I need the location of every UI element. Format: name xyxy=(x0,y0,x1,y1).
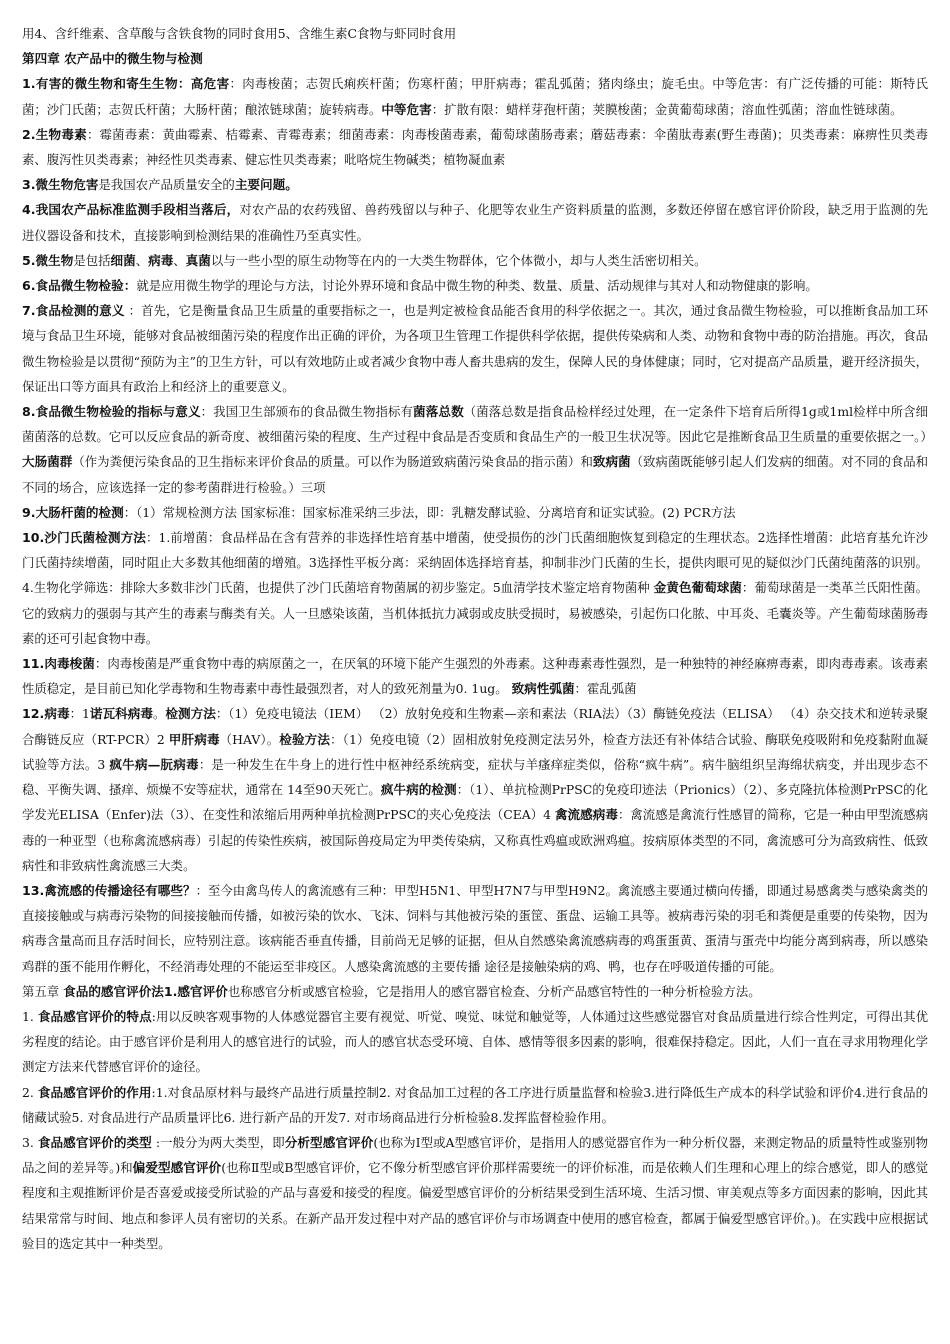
text-run: （HAV）。 xyxy=(219,731,280,747)
text-run: （作为粪便污染食品的卫生指标来评价食品的质量。可以作为肠道致病菌污染食品的指示菌）和 xyxy=(72,454,593,470)
bold-term: 7.食品检测的意义 xyxy=(22,303,125,319)
text-run: ：是一种发生在牛身上的进行性中枢神经系统病变，症状与羊瘙痒症类似，俗称“疯牛病”。病牛脑组织呈海绵状病变，并出现步态不稳、平衡失调、搔痒、烦燥不安等症状，通常在 14至90天死亡。 xyxy=(22,756,929,798)
bold-term: 大肠菌群 xyxy=(22,454,73,470)
item-microbial-hazard xyxy=(22,172,928,197)
text-run: ：禽流感是禽流行性感冒的简称，它是一种由甲型流感病毒的一种亚型（也称禽流感病毒）引起的传染性疾病，被国际兽疫局定为甲类传染病，又称真性鸡瘟或欧洲鸡瘟。按病原体类型的不同，禽流感可分为高致病性、低致病性和非致病性禽流感三大类。 xyxy=(22,807,929,873)
bold-term: 食品感官评价的类型 xyxy=(37,1134,152,1150)
item-sensory-types xyxy=(22,1130,928,1256)
item-food-microbial-testing xyxy=(22,273,928,298)
text-run: ：1.前增菌：食品样品在含有营养的非选择性培育基中增菌，使受损伤的沙门氏菌细胞恢复到稳定的生理状态。2选择性增菌：此培育基允许沙门氏菌持续增菌，同时阻止大多数其他细菌的增殖。3选择性平板分离：采纳固体选择培育基，抑制非沙门氏菌的生长，提供肉眼可见的疑似沙门氏菌纯菌落的识别。4.生物化学筛选：排除大多数非沙门氏菌，也提供了沙门氏菌培育物菌属的初步鉴定。5血清学技术鉴定培育物菌种 xyxy=(22,530,928,596)
item-biotoxins xyxy=(22,122,928,172)
item-clostridium-botulinum xyxy=(22,651,928,701)
text-run: （致病菌既能够引起人们发病的细菌。对不同的食品和不同的场合，应该选择一定的参考菌群进行检验。）三项 xyxy=(22,454,929,495)
text-run: 是我国农产品质量安全的 xyxy=(98,177,235,193)
text-run: :用以反映客观事物的人体感觉器官主要有视觉、听觉、嗅觉、味觉和触觉等，人体通过这些感觉器官对食品质量进行综合性判定，可得出其优劣程度的结论。由于感官评价是利用人的感官进行的试验，而人的感官状态受环境、自体、感情等很多因素的影响，很难保持稳定。因此，人们一直在寻求用物理化学测定方法来代替感官评价的途径。 xyxy=(22,1008,928,1075)
bold-term: 金黄色葡萄球菌 xyxy=(653,580,742,596)
text-run: 2. xyxy=(22,1084,38,1100)
bold-term: 中等危害 xyxy=(381,101,432,117)
bold-term: 诺瓦科病毒 xyxy=(89,706,153,722)
text-run: ：（1）、单抗检测PrPSC的免疫印迹法（Prionics）（2）、多克隆抗体检测PrPSC的化学发光ELISA（Enfer)法（3）、在变性和浓缩后用两种单抗检测PrPSC的夹心免疫法（CEA）4 xyxy=(22,782,928,823)
item-avian-flu-transmission xyxy=(22,878,928,979)
bold-term: 疯牛病—朊病毒 xyxy=(109,756,199,772)
text-run: 也称感官分析或感官检验，它是指用人的感官器官检查、分析产品感官特性的一种分析检验方法。 xyxy=(227,983,761,999)
item-testing-significance xyxy=(22,298,928,399)
text-run: ：至今由禽鸟传人的禽流感有三种：甲型H5N1、甲型H7N7与甲型H9N2。禽流感主要通过横向传播，即通过易感禽类与感染禽类的直接接触或与病毒污染物的间接接触而传播，如被污染的饮水、飞沫、饲料与其他被污染的蛋筐、蛋盘、运输工具等。被病毒污染的羽毛和粪便是重要的传染物，因为病毒含量高而且存活时间长，应特别注意。该病能否垂直传播，目前尚无足够的证据，但从自然感染禽流感病毒的鸡蛋蛋黄、蛋清与蛋壳中均能分离到病毒，所以感染鸡群的蛋不能用作孵化，不经消毒处理的不能运至非疫区。人感染禽流感的主要传播 途径是接触染病的鸡、鸭，也存在呼吸道传播的可能。 xyxy=(22,882,928,974)
bold-term: 10.沙门氏菌检测方法 xyxy=(22,530,146,546)
bold-term: 8.食品微生物检验的指标与意义 xyxy=(22,404,201,420)
bold-term: 12.病毒 xyxy=(22,706,70,722)
bold-term: 9.大肠杆菌的检测 xyxy=(22,504,124,520)
text-run: (也称Ⅱ型或B型感官评价，它不像分析型感官评价那样需要统一的评价标准，而是依赖人们生理和心理上的综合感觉，即人的感觉程度和主观推断评价是否喜爱或接受所试验的产品与喜爱和接受的程度。偏爱型感官评价的分析结果受到生活环境、生活习惯、审美观点等多方面因素的影响，因此其结果常常与时间、地点和参评人员有密切的关系。在新产品开发过程中对产品的感官评价与市场调查中使用的感官检查，都属于偏爱型感官评价。)。在实践中应根据试验目的选定其中一种类型。 xyxy=(22,1160,928,1251)
bold-term: 13.禽流感的传播途径有哪些？ xyxy=(22,882,196,898)
bold-term: 甲肝病毒 xyxy=(168,731,220,747)
text-run: 第五章 xyxy=(22,983,64,999)
chapter-5-heading xyxy=(22,979,928,1004)
text-run: ：扩散有限：蜡样芽孢杆菌；荚膜梭菌；金黄葡萄球菌；溶血性弧菌；溶血性链球菌。 xyxy=(431,101,903,117)
text-run: ：霍乱弧菌 xyxy=(574,681,637,697)
item-sensory-functions xyxy=(22,1080,928,1130)
bold-term: 第四章 农产品中的微生物与检测 xyxy=(22,51,203,67)
chapter-4-heading xyxy=(22,46,928,71)
bold-term: 致病菌 xyxy=(592,454,631,470)
text-run: 。 xyxy=(152,706,166,722)
text-run: 对农产品的农药残留、兽药残留以与种子、化肥等农业生产资料质量的监测，多数还停留在感官评价阶段，缺乏用于监测的先进仪器设备和技术，直接影响到检测结果的准确性乃至真实性。 xyxy=(22,202,928,243)
text-run: ：首先，它是衡量食品卫生质量的重要指标之一，也是判定被检食品能否食用的科学依据之一。其次，通过食品微生物检验，可以推断食品加工环境与食品卫生环境，能够对食品被细菌污染的程度作出正确的评价，为各项卫生管理工作提供科学依据，提供传染病和人类、动物和食物中毒的防治措施。再次，食品微生物检验是以贯彻“预防为主”的卫生方针，可以有效地防止或者减少食物中毒人畜共患病的发生，保障人民的身体健康；同时，它对提高产品质量，避开经济损失，保证出口等方面具有政治上和经济上的重要意义。 xyxy=(22,303,928,394)
text-run: 是包括 xyxy=(73,252,111,268)
bold-term: 检测方法 xyxy=(165,706,216,722)
text-run: 1. xyxy=(22,1008,38,1024)
bold-term: 菌落总数 xyxy=(413,404,464,420)
text-run: ：葡萄球菌是一类革兰氏阳性菌。它的致病力的强弱与其产生的毒素与酶类有关。人一旦感染该菌，当机体抵抗力减弱或皮肤受损时，易被感染，引起伤口化脓、中耳炎、毛囊炎等。产生葡萄球菌肠毒素的还可引起食物中毒。 xyxy=(22,580,929,646)
text-run: :一般分为两大类型，即 xyxy=(151,1134,285,1150)
text-run: 就是应用微生物学的理论与方法，讨论外界环境和食品中微生物的种类、数量、质量、活动规律与其对人和动物健康的影响。 xyxy=(136,278,818,294)
text-run: ：（1）免疫电镜（2）固相放射免疫测定法另外，检查方法还有补体结合试验、酶联免疫吸附和免疫黏附血凝试验等方法。3 xyxy=(22,731,929,772)
text-run: :1.对食品原材料与最终产品进行质量控制2. 对食品加工过程的各工序进行质量监督和检验3.进行降低生产成本的科学试验和评价4.进行食品的储藏试验5. 对食品进行产品质量评比6. 进行新产品的开发7. 对市场商品进行分析检验8.发挥监督检验作用。 xyxy=(22,1084,929,1125)
bold-term: 病毒 xyxy=(148,252,174,268)
bold-term: 食品感官评价的作用 xyxy=(37,1084,152,1100)
bold-term: 主要问题。 xyxy=(234,177,298,193)
text-run: （菌落总数是指食品检样经过处理，在一定条件下培育后所得1g或1ml检样中所含细菌菌落的总数。它可以反应食品的新奇度、被细菌污染的程度、生产过程中食品是否变质和食品生产的一般卫生状况等。因此它是推断食品卫生质量的重要依据之一。） xyxy=(22,404,933,445)
text-run: ：霉菌毒素：黄曲霉素、桔霉素、青霉毒素；细菌毒素：肉毒梭菌毒素，葡萄球菌肠毒素；蘑菇毒素：伞菌肽毒素(野生毒菌)；贝类毒素：麻痹性贝类毒素、腹泻性贝类毒素；神经性贝类毒素、健忘性贝类毒素；吡咯烷生物碱类；植物凝血素 xyxy=(22,126,928,168)
item-monitoring-means xyxy=(22,197,928,247)
text-run: ：肉毒梭菌是严重食物中毒的病原菌之一，在厌氧的环境下能产生强烈的外毒素。这种毒素毒性强烈，是一种独特的神经麻痹毒素，即肉毒毒素。该毒素性质稳定，是目前已知化学毒物和生物毒素中毒性最强烈者，对人的致死剂量为0. 1ug。 xyxy=(22,656,928,697)
text-run: 以与一些小型的原生动物等在内的一大类生物群体，它个体微小，却与人类生活密切相关。 xyxy=(210,252,707,268)
item-sensory-features xyxy=(22,1004,928,1080)
item-testing-indicators xyxy=(22,399,933,500)
text-run: 、 xyxy=(173,252,186,268)
text-run: (也称为Ⅰ型或A型感官评价，是指用人的感觉器官作为一种分析仪器，来测定物品的质量特性或鉴别物品之间的差异等。)和 xyxy=(22,1134,929,1176)
bold-term: 4.我国农产品标准监测手段相当落后， xyxy=(22,202,240,218)
text-run: 用4、含纤维素、含草酸与含铁食物的同时食用5、含维生素C食物与虾同时食用 xyxy=(22,26,457,41)
text-run: ：我国卫生部颁布的食品微生物指标有 xyxy=(200,404,414,420)
item-microorganism-definition xyxy=(22,248,928,273)
bold-term: 11.肉毒梭菌 xyxy=(22,656,95,672)
bold-term: 偏爱型感官评价 xyxy=(132,1160,222,1176)
bold-term: 6.食品微生物检验： xyxy=(22,278,137,294)
bold-term: 检验方法 xyxy=(279,731,331,747)
bold-term: 1.有害的微生物和寄生生物：高危害 xyxy=(22,76,230,92)
text-run: ：肉毒梭菌；志贺氏痢疾杆菌；伤寒杆菌；甲肝病毒；霍乱弧菌；猪肉绦虫；旋毛虫。中等危害：有广泛传播的可能：斯特氏菌；沙门氏菌；志贺氏杆菌；大肠杆菌；酿浓链球菌；旋转病毒。 xyxy=(22,76,928,117)
bold-term: 细菌 xyxy=(110,252,136,268)
text-run: ：1 xyxy=(69,706,90,722)
bold-term: 食品的感官评价法1.感官评价 xyxy=(63,983,228,999)
item-harmful-microorganisms xyxy=(22,71,928,121)
item-salmonella-detection xyxy=(22,525,928,651)
item-ecoli-detection xyxy=(22,500,928,525)
item-viruses xyxy=(22,701,928,877)
text-run: ：（1）常规检测方法 国家标准：国家标准采纳三步法，即：乳糖发酵试验、分离培育和证实试验。(2) PCR方法 xyxy=(123,504,736,520)
text-run: 3. xyxy=(22,1134,38,1150)
bold-term: 禽流感病毒 xyxy=(554,807,618,823)
bold-term: 疯牛病的检测 xyxy=(380,782,457,798)
bold-term: 5.微生物 xyxy=(22,252,74,268)
bold-term: 3.微生物危害 xyxy=(22,177,99,193)
text-run: ：（1）免疫电镜法（IEM） （2）放射免疫和生物素—亲和素法（RIA法）（3）酶链免疫法（ELISA） （4）杂交技术和逆转录聚合酶链反应（RT-PCR）2 xyxy=(22,706,929,747)
bold-term: 分析型感官评价 xyxy=(284,1134,374,1150)
bold-term: 真菌 xyxy=(185,252,211,268)
paragraph-intro xyxy=(22,21,928,46)
bold-term: 致病性弧菌 xyxy=(511,681,575,697)
text-run: 、 xyxy=(135,252,149,268)
bold-term: 食品感官评价的特点 xyxy=(37,1008,152,1024)
bold-term: 2.生物毒素 xyxy=(22,126,87,142)
